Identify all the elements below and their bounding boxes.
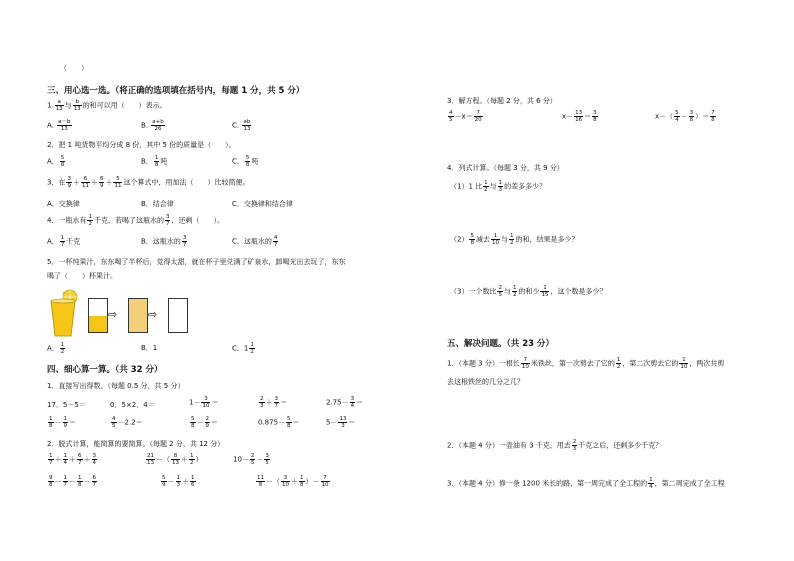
sec3-q1-option-c: C. $\frac{ab}{13}$	[232, 119, 251, 132]
calc-r2-e: 5－ $\frac{13}{3}$ ＝	[326, 416, 356, 429]
calc-r1-e: 2.75－ $\frac{3}{4}$ ＝	[326, 396, 364, 409]
calc-r3-c: 10－ $\frac{2}{5}$ － $\frac{3}{5}$	[233, 453, 269, 466]
sec3-q4-option-c: C．这瓶水的 $\frac{4}{7}$	[232, 235, 278, 248]
calc-r2-b: $\frac{4}{5}$ －2.2＝	[112, 416, 143, 429]
sec3-q2-option-b: B． $\frac{1}{8}$ 吨	[141, 155, 168, 168]
arrow-2-icon: ⇨	[148, 308, 158, 321]
arrow-1-icon: ⇨	[108, 308, 118, 321]
calc-r4-b: $\frac{5}{9}$ － $\frac{1}{3}$ ＋ $\frac{1}{6}$	[162, 475, 195, 488]
section-4-title: 四、细心算一算。（共 32 分）	[47, 365, 163, 375]
calc-r1-d: $\frac{2}{3}$ ＋ $\frac{3}{7}$ ＝	[260, 396, 287, 409]
equation-3: x－（ $\frac{5}{4}$ － $\frac{3}{8}$ ）＝ $\frac{7}{8}$	[655, 110, 715, 123]
section-3-title: 三、用心选一选。（将正确的选项填在括号内，每题 1 分，共 5 分）	[47, 86, 305, 96]
sec3-q2-option-c: C． $\frac{5}{8}$ 吨	[232, 155, 259, 168]
calc-r2-d: 0.875－ $\frac{5}{8}$ ＝	[258, 416, 300, 429]
sec3-q3-option-b: B．结合律	[141, 200, 174, 208]
sec3-q4-option-a: A． $\frac{1}{7}$ 千克	[47, 235, 81, 248]
calc-r1-c: 1－ $\frac{3}{10}$ ＝	[189, 396, 219, 409]
problem-3: 3．（本题 4 分）修一条 1200 米长的路，第一周完成了全工程的 $\frac{1}{4}$ ，第二周完成了全工程	[447, 477, 725, 490]
sec3-q5-line2: 喝了（ ）杯果汁。	[47, 272, 117, 280]
equation-1: $\frac{4}{5}$ －x＝ $\frac{7}{20}$	[449, 110, 482, 123]
problem-1: 1．（本题 3 分）一根长 $\frac{7}{10}$ 米铁丝，第一次剪去了它的 $\frac{1}{2}$ ，第二次剪去它的 $\frac{1}{10}$ ，两次共剪	[447, 357, 725, 370]
problem-2: 2．（本题 4 分）一壶油有 3 千克，用去 $\frac{2}{3}$ 千克之后，还剩多少千克？	[447, 439, 663, 452]
sec3-q5-option-c: C．1 $\frac{1}{2}$	[232, 342, 254, 355]
calc-r1-b: 0．5×2．4＝	[110, 401, 155, 409]
juice-glass-illustration	[47, 288, 79, 338]
top-answer-paren: （ ）	[60, 64, 88, 72]
calc-r3-a: $\frac{1}{7}$ ＋ $\frac{1}{4}$ ＋ $\frac{6}{7}$ ＋ $\frac{3}{4}$	[49, 453, 96, 466]
sec3-q3-option-c: C．交换律和结合律	[232, 200, 293, 208]
sec3-q1: 1. $\frac{a}{13}$ 与 $\frac{b}{13}$ 的和可以用（ ）表示。	[47, 99, 167, 112]
problem-1-line2: 去这根铁丝的几分之几？	[447, 378, 524, 386]
calc-r1-a: 17．5－5＝	[47, 401, 86, 409]
list-calc-3: （3）一个数比 $\frac{2}{5}$ 与 $\frac{1}{2}$ 的和少 $\frac{1}{15}$ ，这个数是多少？	[450, 285, 607, 298]
sec3-q3: 3．在 $\frac{3}{9}$ ＋ $\frac{6}{11}$ ＋ $\frac{6}{9}$ ＋ $\frac{5}{11}$ 这个算式中，用加法（ ）比较简便。	[47, 176, 250, 189]
refilled-cup	[128, 298, 148, 333]
list-calc-2: （2） $\frac{5}{8}$ 减去 $\frac{1}{10}$ 与 $\frac{1}{2}$ 的和，结果是多少？	[450, 233, 579, 246]
equation-2: x－ $\frac{13}{16}$ ＝ $\frac{3}{8}$	[562, 110, 597, 123]
calc-r2-c: $\frac{5}{8}$ － $\frac{2}{9}$ ＝	[191, 416, 218, 429]
sec4-sub1: 1．直接写出得数。（每题 0.5 分，共 5 分）	[47, 382, 185, 390]
calc-r4-a: $\frac{9}{8}$ － $\frac{1}{7}$ － $\frac{1}{8}$ － $\frac{6}{7}$	[49, 475, 96, 488]
calc-r4-c: $\frac{11}{8}$ －（ $\frac{3}{10}$ ＋ $\frac{1}{8}$ ）－ $\frac{7}{10}$	[257, 475, 329, 488]
calc-r3-b: $\frac{21}{13}$ －（ $\frac{8}{13}$ ＋ $\frac{1}{2}$ ）	[147, 453, 203, 466]
half-juice-cup	[88, 298, 108, 333]
list-calc-1: （1）1 比 $\frac{1}{2}$ 与 $\frac{1}{3}$ 的差多多少？	[450, 180, 547, 193]
sec4-sub4: 4．列式计算。（每题 3 分，共 9 分）	[447, 164, 564, 172]
sec3-q5-option-b: B．1	[141, 344, 158, 352]
calc-r2-a: $\frac{1}{8}$ － $\frac{1}{9}$ ＝	[49, 416, 76, 429]
sec3-q4: 4．一瓶水有 $\frac{1}{2}$ 千克，若喝了这瓶水的 $\frac{3}{7}$ ，还剩（ ）。	[47, 214, 224, 227]
sec3-q2: 2．把 1 吨货物平均分成 8 份，其中 5 份的质量是（ ）。	[47, 141, 236, 149]
sec3-q2-option-a: A． $\frac{5}{8}$	[47, 155, 65, 168]
section-5-title: 五、解决问题。（共 23 分）	[447, 339, 554, 349]
sec3-q1-option-b: B. $\frac{a+b}{26}$	[141, 119, 164, 132]
sec3-q4-option-b: B．这瓶水的 $\frac{3}{7}$	[141, 235, 187, 248]
sec4-sub2: 2．脱式计算，能简算的要简算。（每题 2 分，共 12 分）	[47, 440, 225, 448]
sec3-q5-option-a: A． $\frac{1}{2}$	[47, 342, 65, 355]
sec3-q1-option-a: A. $\frac{a-b}{13}$	[47, 119, 71, 132]
sec3-q3-option-a: A．交换律	[47, 200, 80, 208]
empty-cup	[168, 298, 188, 333]
sec4-sub3: 3．解方程。（每题 2 分，共 6 分）	[447, 97, 557, 105]
sec3-q5-line1: 5．一杯纯果汁，东东喝了半杯后，觉得太甜，就在杯子里兑满了矿泉水，卸喝光出去玩了，东东	[47, 258, 346, 266]
